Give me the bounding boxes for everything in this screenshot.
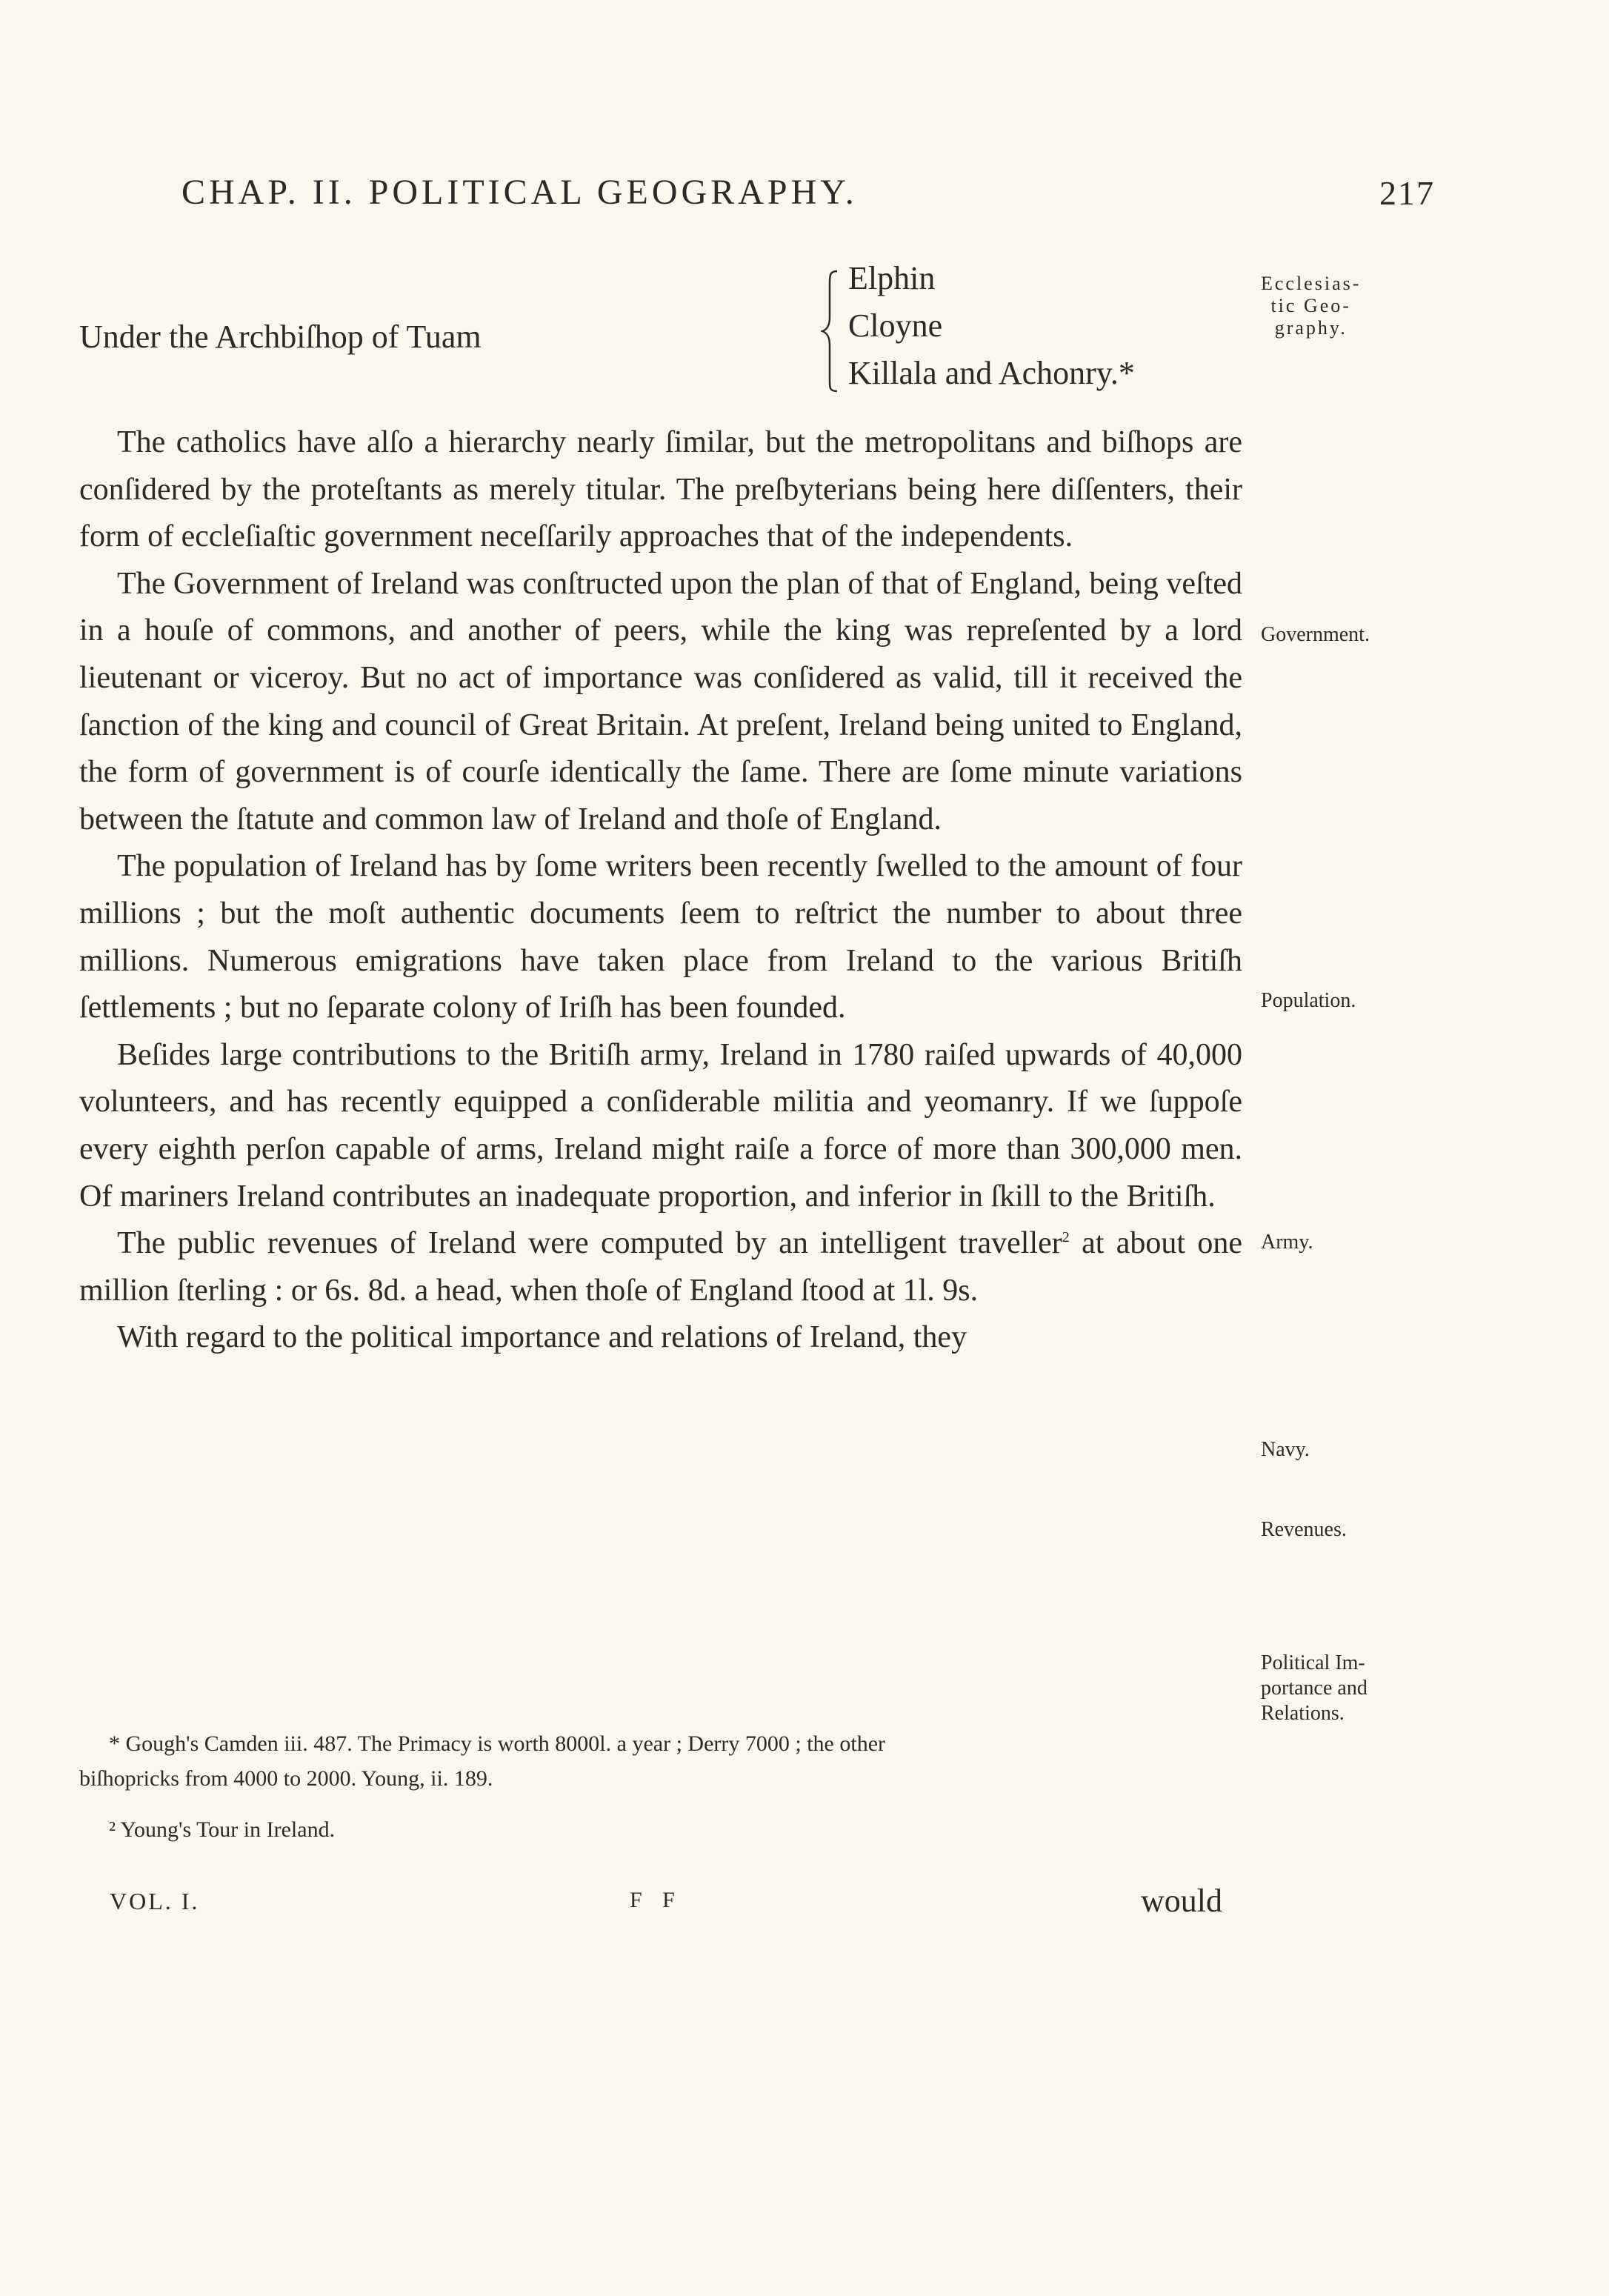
paragraph-revenues — [79, 1220, 1242, 1314]
page-footer — [0, 1882, 1609, 1926]
page-header — [0, 172, 1609, 224]
diocese-list — [0, 255, 1609, 403]
body-text — [79, 419, 1242, 1362]
footnote-two: ² Young's Tour in Ireland. — [109, 1817, 336, 1842]
revenue-text-end: at about one million ſterling : or 6s. 8d. a head, when thoſe of England ſtood at 1l. 9s. — [79, 1226, 1243, 1308]
archbishop-label: Under the Archbiſhop of Tuam — [79, 319, 482, 355]
margin-note-line: Ecclesias- — [1261, 273, 1362, 294]
list-item: Elphin — [848, 260, 936, 296]
margin-note-population: Population. — [1261, 989, 1356, 1012]
paragraph-government: The Government of Ireland was conſtructed upon the plan of that of England, being veſted in a houſe of commons, and another of peers, while the king was repreſented by a lord lieutenant or viceroy. But no act of importance was conſidered as valid, till it received the ſanction of the king and council of Great Britain. At preſent, Ireland being united to England, the form of government is of courſe identically the ſame. There are ſome minute variations between the ſtatute and common law of Ireland and thoſe of England. — [79, 566, 1242, 836]
footnote-star-line: biſhopricks from 4000 to 2000. Young, ii. 189. — [79, 1766, 493, 1791]
curly-brace-icon — [821, 268, 840, 394]
paragraph-political: With regard to the political importance and relations of Ireland, they — [117, 1320, 967, 1355]
margin-note-government: Government. — [1261, 623, 1370, 646]
list-item: Cloyne — [848, 307, 943, 344]
margin-note-ecclesiastic — [1261, 273, 1361, 339]
diocese-items — [848, 255, 1135, 397]
catchword: would — [1141, 1883, 1222, 1919]
footnote-star-line: * Gough's Camden iii. 487. The Primacy is worth 8000l. a year ; Derry 7000 ; the other — [109, 1731, 885, 1756]
volume-mark: VOL. I. — [110, 1888, 200, 1914]
margin-note-line: Relations. — [1261, 1702, 1345, 1725]
margin-note-line: graphy. — [1274, 317, 1348, 339]
signature-mark: F F — [630, 1888, 682, 1912]
footnote-ref: 2 — [1062, 1229, 1070, 1246]
paragraph-population: The population of Ireland has by ſome writers been recently ſwelled to the amount of four millions ; but the moſt authentic documents ſeem to reſtrict the number to about three millions. Numerous emigrations have taken place from Ireland to the various Britiſh ſettlements ; but no ſeparate colony of Iriſh has been founded. — [79, 849, 1242, 1025]
revenue-text-start: The public revenues of Ireland were computed by an intelligent traveller — [117, 1226, 1062, 1261]
paragraph-army: Beſides large contributions to the Britiſh army, Ireland in 1780 raiſed upwards of 40,000 volunteers, and has recently equipped a conſiderable militia and yeomanry. If we ſuppoſe every eighth perſon capable of arms, Ireland might raiſe a force of more than 300,000 men. Of mariners Ireland contributes an inadequate proportion, and inferior in ſkill to the Britiſh. — [79, 1037, 1242, 1214]
margin-note-navy: Navy. — [1261, 1438, 1310, 1461]
margin-note-army: Army. — [1261, 1231, 1313, 1254]
footnotes — [79, 1726, 1250, 1847]
running-head: CHAP. II. POLITICAL GEOGRAPHY. — [181, 173, 858, 212]
margin-note-line: Political Im- — [1261, 1651, 1365, 1674]
margin-note-line: portance and — [1261, 1677, 1368, 1700]
paragraph-catholics: The catholics have alſo a hierarchy nearly ſimilar, but the metropolitans and biſhops are conſidered by the proteſtants as merely titular. The preſbyterians being here diſſenters, their form of eccleſiaſtic government neceſſarily approaches that of the independents. — [79, 425, 1242, 554]
list-item: Killala and Achonry.* — [848, 355, 1135, 391]
margin-note-line: tic Geo- — [1270, 295, 1351, 316]
margin-note-revenues: Revenues. — [1261, 1518, 1347, 1541]
margin-note-political — [1261, 1651, 1368, 1726]
page-number: 217 — [1379, 174, 1435, 212]
